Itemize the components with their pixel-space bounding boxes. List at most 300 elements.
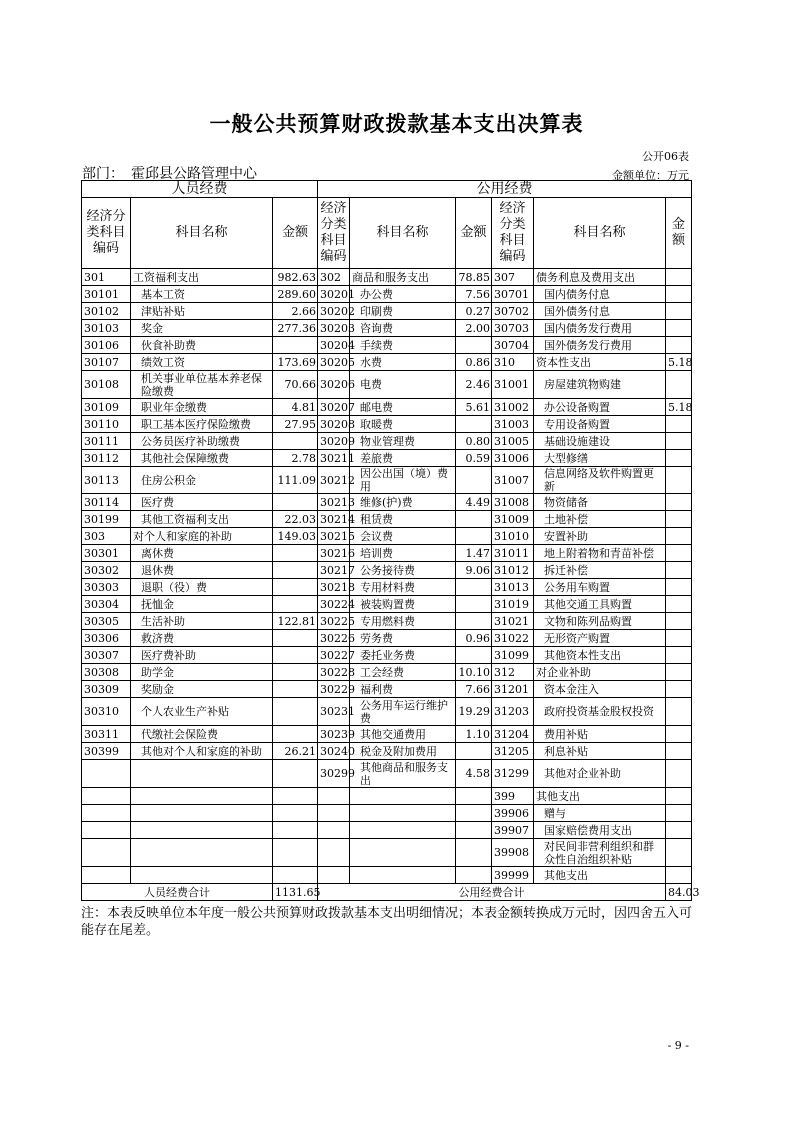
cell-name: 其他对企业补助 <box>534 760 666 788</box>
cell-amount: 1.47 <box>456 545 492 562</box>
cell-amount: 173.69 <box>273 354 318 371</box>
cell-code: 31201 <box>492 681 534 698</box>
cell-amount <box>666 286 692 303</box>
cell-amount: 122.81 <box>273 613 318 630</box>
cell-code: 303 <box>82 528 131 545</box>
cell-name <box>350 805 456 822</box>
cell-amount <box>666 698 692 726</box>
code-header: 经济分类科目编码 <box>82 198 131 269</box>
table-row <box>82 450 692 467</box>
cell-code: 31021 <box>492 613 534 630</box>
table-row <box>82 743 692 760</box>
cell-code: 30207 <box>318 399 350 416</box>
cell-amount <box>273 664 318 681</box>
amount-header: 金额 <box>273 198 318 269</box>
cell-code: 310 <box>492 354 534 371</box>
cell-amount <box>666 511 692 528</box>
cell-name <box>131 760 273 788</box>
cell-name <box>350 788 456 805</box>
cell-name: 津贴补贴 <box>131 303 273 320</box>
cell-code: 39906 <box>492 805 534 822</box>
amount-unit: 金额单位：万元 <box>612 169 689 182</box>
cell-name: 其他商品和服务支出 <box>350 760 456 788</box>
cell-amount: 10.10 <box>456 664 492 681</box>
cell-name: 物资储备 <box>534 494 666 511</box>
cell-amount <box>273 647 318 664</box>
cell-code: 31003 <box>492 416 534 433</box>
cell-code: 30214 <box>318 511 350 528</box>
cell-name: 对民间非营利组织和群众性自治组织补贴 <box>534 839 666 867</box>
cell-code: 30703 <box>492 320 534 337</box>
table-row <box>82 867 692 884</box>
cell-code: 30204 <box>318 337 350 354</box>
cell-code: 31013 <box>492 579 534 596</box>
cell-code: 30226 <box>318 630 350 647</box>
cell-amount <box>456 579 492 596</box>
cell-name: 职工基本医疗保险缴费 <box>131 416 273 433</box>
cell-amount <box>456 467 492 494</box>
cell-name: 对企业补助 <box>534 664 666 681</box>
cell-code: 30228 <box>318 664 350 681</box>
personnel-header: 人员经费 <box>82 181 318 198</box>
table-row <box>82 726 692 743</box>
cell-name: 退职（役）费 <box>131 579 273 596</box>
cell-amount: 27.95 <box>273 416 318 433</box>
cell-amount: 289.60 <box>273 286 318 303</box>
cell-name: 其他交通费用 <box>350 726 456 743</box>
cell-name: 退休费 <box>131 562 273 579</box>
cell-code: 30240 <box>318 743 350 760</box>
cell-code: 30301 <box>82 545 131 562</box>
cell-amount: 26.21 <box>273 743 318 760</box>
cell-code: 31011 <box>492 545 534 562</box>
cell-code: 30310 <box>82 698 131 726</box>
cell-name <box>131 822 273 839</box>
cell-amount <box>273 596 318 613</box>
table-row <box>82 494 692 511</box>
cell-name: 会议费 <box>350 528 456 545</box>
cell-name: 公务用车购置 <box>534 579 666 596</box>
cell-code: 31007 <box>492 467 534 494</box>
cell-amount: 0.86 <box>456 354 492 371</box>
cell-code: 39907 <box>492 822 534 839</box>
cell-amount <box>666 867 692 884</box>
cell-amount <box>273 579 318 596</box>
cell-code: 31099 <box>492 647 534 664</box>
cell-name: 救济费 <box>131 630 273 647</box>
cell-amount: 2.46 <box>456 371 492 399</box>
cell-code: 31019 <box>492 596 534 613</box>
cell-amount <box>273 788 318 805</box>
table-row <box>82 681 692 698</box>
cell-amount <box>666 337 692 354</box>
cell-name: 赠与 <box>534 805 666 822</box>
table-row <box>82 596 692 613</box>
cell-name: 专用燃料费 <box>350 613 456 630</box>
cell-name: 劳务费 <box>350 630 456 647</box>
cell-name: 文物和陈列品购置 <box>534 613 666 630</box>
cell-name: 土地补偿 <box>534 511 666 528</box>
cell-name: 国外债务付息 <box>534 303 666 320</box>
cell-amount <box>273 867 318 884</box>
footnote: 注：本表反映单位本年度一般公共预算财政拨款基本支出明细情况；本表金额转换成万元时，因四舍五入可能存在尾差。 <box>81 906 693 938</box>
table-row <box>82 433 692 450</box>
cell-amount: 0.96 <box>456 630 492 647</box>
cell-code: 31012 <box>492 562 534 579</box>
table-row <box>82 788 692 805</box>
cell-name: 无形资产购置 <box>534 630 666 647</box>
cell-name: 资本性支出 <box>534 354 666 371</box>
page-number: - 9 - <box>667 1039 689 1052</box>
cell-amount <box>666 805 692 822</box>
cell-name: 利息补贴 <box>534 743 666 760</box>
cell-name: 抚恤金 <box>131 596 273 613</box>
table-row <box>82 630 692 647</box>
cell-code <box>82 839 131 867</box>
cell-amount <box>456 805 492 822</box>
cell-name: 职业年金缴费 <box>131 399 273 416</box>
cell-name: 公务员医疗补助缴费 <box>131 433 273 450</box>
cell-code: 30217 <box>318 562 350 579</box>
cell-code: 30225 <box>318 613 350 630</box>
cell-name: 拆迁补偿 <box>534 562 666 579</box>
cell-name: 委托业务费 <box>350 647 456 664</box>
cell-name: 助学金 <box>131 664 273 681</box>
cell-amount <box>456 822 492 839</box>
cell-code: 30302 <box>82 562 131 579</box>
cell-code: 30211 <box>318 450 350 467</box>
cell-amount <box>273 494 318 511</box>
cell-name: 被装购置费 <box>350 596 456 613</box>
cell-amount <box>456 743 492 760</box>
cell-name: 税金及附加费用 <box>350 743 456 760</box>
cell-amount <box>666 494 692 511</box>
cell-code: 302 <box>318 269 350 286</box>
cell-amount: 22.03 <box>273 511 318 528</box>
cell-code: 30102 <box>82 303 131 320</box>
cell-amount <box>273 681 318 698</box>
cell-code: 31001 <box>492 371 534 399</box>
cell-name: 专用设备购置 <box>534 416 666 433</box>
cell-amount <box>456 511 492 528</box>
cell-amount: 111.09 <box>273 467 318 494</box>
cell-code: 30307 <box>82 647 131 664</box>
cell-name: 取暖费 <box>350 416 456 433</box>
cell-code: 30215 <box>318 528 350 545</box>
cell-name: 差旅费 <box>350 450 456 467</box>
cell-code <box>318 867 350 884</box>
table-row <box>82 545 692 562</box>
cell-amount <box>456 647 492 664</box>
table-row <box>82 562 692 579</box>
cell-amount <box>456 416 492 433</box>
cell-name: 租赁费 <box>350 511 456 528</box>
cell-code: 30208 <box>318 416 350 433</box>
cell-amount: 2.78 <box>273 450 318 467</box>
cell-amount: 5.18 <box>666 354 692 371</box>
personnel-total-label: 人员经费合计 <box>82 884 273 901</box>
cell-amount: 9.06 <box>456 562 492 579</box>
cell-name <box>350 822 456 839</box>
cell-amount <box>273 839 318 867</box>
form-number: 公开06表 <box>642 150 689 163</box>
cell-amount <box>456 337 492 354</box>
table-row <box>82 698 692 726</box>
cell-name: 其他工资福利支出 <box>131 511 273 528</box>
cell-name: 债务利息及费用支出 <box>534 269 666 286</box>
cell-name: 离休费 <box>131 545 273 562</box>
cell-amount <box>273 805 318 822</box>
cell-code: 31204 <box>492 726 534 743</box>
table-row <box>82 269 692 286</box>
cell-name: 大型修缮 <box>534 450 666 467</box>
cell-code: 30205 <box>318 354 350 371</box>
cell-name: 办公费 <box>350 286 456 303</box>
totals-row <box>82 884 692 901</box>
table-row <box>82 303 692 320</box>
cell-name: 资本金注入 <box>534 681 666 698</box>
cell-amount: 1.10 <box>456 726 492 743</box>
content-flow <box>81 180 700 1052</box>
cell-code <box>318 805 350 822</box>
code-header: 经济分类科目编码 <box>318 198 350 269</box>
table-row <box>82 839 692 867</box>
table-row <box>82 805 692 822</box>
table-row <box>82 286 692 303</box>
cell-amount <box>666 664 692 681</box>
cell-code: 31205 <box>492 743 534 760</box>
table-row <box>82 416 692 433</box>
cell-code: 30299 <box>318 760 350 788</box>
cell-amount <box>273 545 318 562</box>
cell-name: 手续费 <box>350 337 456 354</box>
table-row <box>82 399 692 416</box>
cell-name: 其他对个人和家庭的补助 <box>131 743 273 760</box>
cell-amount: 0.80 <box>456 433 492 450</box>
cell-code <box>318 822 350 839</box>
cell-code: 30305 <box>82 613 131 630</box>
code-header: 经济分类科目编码 <box>492 198 534 269</box>
cell-code: 30239 <box>318 726 350 743</box>
cell-code: 39908 <box>492 839 534 867</box>
cell-name: 医疗费补助 <box>131 647 273 664</box>
table-row <box>82 579 692 596</box>
cell-amount <box>273 337 318 354</box>
cell-code: 31008 <box>492 494 534 511</box>
cell-amount <box>273 760 318 788</box>
cell-code: 30311 <box>82 726 131 743</box>
cell-amount <box>666 681 692 698</box>
table-row <box>82 528 692 545</box>
cell-name: 安置补助 <box>534 528 666 545</box>
cell-code: 30704 <box>492 337 534 354</box>
cell-code: 30231 <box>318 698 350 726</box>
table-row <box>82 613 692 630</box>
cell-name <box>131 805 273 822</box>
cell-code: 30206 <box>318 371 350 399</box>
cell-amount <box>666 760 692 788</box>
cell-name: 培训费 <box>350 545 456 562</box>
table-row <box>82 354 692 371</box>
table-row <box>82 511 692 528</box>
table-row <box>82 467 692 494</box>
public-total-amount: 84.03 <box>666 884 692 901</box>
cell-code <box>82 760 131 788</box>
cell-name: 电费 <box>350 371 456 399</box>
cell-amount <box>273 630 318 647</box>
table-row <box>82 371 692 399</box>
cell-name: 工资福利支出 <box>131 269 273 286</box>
cell-amount: 982.63 <box>273 269 318 286</box>
cell-code: 312 <box>492 664 534 681</box>
personnel-total-amount: 1131.65 <box>273 884 318 901</box>
cell-name: 因公出国（境）费用 <box>350 467 456 494</box>
cell-amount <box>666 320 692 337</box>
cell-amount: 277.36 <box>273 320 318 337</box>
table-row <box>82 320 692 337</box>
cell-code: 30203 <box>318 320 350 337</box>
cell-code: 30303 <box>82 579 131 596</box>
cell-name: 其他交通工具购置 <box>534 596 666 613</box>
cell-code: 31203 <box>492 698 534 726</box>
cell-name: 其他社会保障缴费 <box>131 450 273 467</box>
cell-name: 奖金 <box>131 320 273 337</box>
cell-code: 30309 <box>82 681 131 698</box>
cell-amount <box>666 579 692 596</box>
cell-code: 30216 <box>318 545 350 562</box>
cell-code: 31299 <box>492 760 534 788</box>
cell-name: 工会经费 <box>350 664 456 681</box>
cell-name: 绩效工资 <box>131 354 273 371</box>
cell-amount <box>273 726 318 743</box>
cell-amount <box>273 433 318 450</box>
cell-amount <box>273 562 318 579</box>
cell-amount <box>666 303 692 320</box>
cell-name: 公务接待费 <box>350 562 456 579</box>
cell-amount <box>456 788 492 805</box>
cell-amount <box>456 596 492 613</box>
cell-amount <box>666 647 692 664</box>
cell-name: 政府投资基金股权投资 <box>534 698 666 726</box>
cell-name: 公务用车运行维护费 <box>350 698 456 726</box>
cell-amount <box>456 839 492 867</box>
name-header: 科目名称 <box>131 198 273 269</box>
cell-name: 办公设备购置 <box>534 399 666 416</box>
expenditure-table <box>81 180 700 901</box>
cell-amount: 5.61 <box>456 399 492 416</box>
amount-header: 金额 <box>666 198 692 269</box>
cell-name <box>350 867 456 884</box>
cell-amount <box>456 613 492 630</box>
cell-code: 30218 <box>318 579 350 596</box>
cell-code: 301 <box>82 269 131 286</box>
cell-name: 国家赔偿费用支出 <box>534 822 666 839</box>
cell-amount: 78.85 <box>456 269 492 286</box>
cell-name: 医疗费 <box>131 494 273 511</box>
cell-amount <box>666 613 692 630</box>
cell-name: 住房公积金 <box>131 467 273 494</box>
cell-name: 房屋建筑物购建 <box>534 371 666 399</box>
cell-amount: 4.49 <box>456 494 492 511</box>
cell-amount: 5.18 <box>666 399 692 416</box>
cell-name: 信息网络及软件购置更新 <box>534 467 666 494</box>
cell-name: 对个人和家庭的补助 <box>131 528 273 545</box>
table-row <box>82 822 692 839</box>
cell-name <box>131 867 273 884</box>
cell-code: 30306 <box>82 630 131 647</box>
cell-amount <box>666 822 692 839</box>
cell-amount <box>666 562 692 579</box>
cell-amount <box>666 545 692 562</box>
cell-name: 奖励金 <box>131 681 273 698</box>
cell-code: 30702 <box>492 303 534 320</box>
cell-amount <box>666 528 692 545</box>
cell-code: 31010 <box>492 528 534 545</box>
cell-code <box>82 867 131 884</box>
cell-code: 30103 <box>82 320 131 337</box>
cell-name: 基本工资 <box>131 286 273 303</box>
table-row <box>82 647 692 664</box>
cell-code <box>82 805 131 822</box>
cell-name: 机关事业单位基本养老保险缴费 <box>131 371 273 399</box>
cell-amount <box>666 630 692 647</box>
cell-name: 福利费 <box>350 681 456 698</box>
cell-name: 水费 <box>350 354 456 371</box>
cell-code: 30213 <box>318 494 350 511</box>
cell-amount <box>666 839 692 867</box>
cell-code: 30106 <box>82 337 131 354</box>
cell-code: 31005 <box>492 433 534 450</box>
cell-name: 国外债务发行费用 <box>534 337 666 354</box>
cell-code: 30113 <box>82 467 131 494</box>
cell-code: 31009 <box>492 511 534 528</box>
cell-amount: 2.66 <box>273 303 318 320</box>
cell-code: 30209 <box>318 433 350 450</box>
cell-amount <box>456 867 492 884</box>
cell-code: 30304 <box>82 596 131 613</box>
cell-name: 商品和服务支出 <box>350 269 456 286</box>
public-total-label: 公用经费合计 <box>318 884 666 901</box>
cell-name: 地上附着物和青苗补偿 <box>534 545 666 562</box>
cell-name: 代缴社会保险费 <box>131 726 273 743</box>
amount-header: 金额 <box>456 198 492 269</box>
name-header: 科目名称 <box>350 198 456 269</box>
cell-name: 物业管理费 <box>350 433 456 450</box>
cell-name: 基础设施建设 <box>534 433 666 450</box>
cell-amount <box>666 416 692 433</box>
cell-name: 咨询费 <box>350 320 456 337</box>
cell-name <box>131 839 273 867</box>
department: 部门： 霍邱县公路管理中心 <box>82 166 257 182</box>
cell-code: 30199 <box>82 511 131 528</box>
public-header: 公用经费 <box>318 181 692 198</box>
cell-code <box>318 839 350 867</box>
cell-code: 30107 <box>82 354 131 371</box>
cell-name: 专用材料费 <box>350 579 456 596</box>
cell-amount: 7.66 <box>456 681 492 698</box>
cell-code: 30399 <box>82 743 131 760</box>
cell-code: 399 <box>492 788 534 805</box>
cell-amount: 4.81 <box>273 399 318 416</box>
cell-name <box>131 788 273 805</box>
cell-name: 其他支出 <box>534 788 666 805</box>
cell-name: 其他资本性支出 <box>534 647 666 664</box>
cell-code <box>82 822 131 839</box>
cell-code: 30224 <box>318 596 350 613</box>
cell-amount <box>666 788 692 805</box>
cell-name: 费用补贴 <box>534 726 666 743</box>
cell-code: 31002 <box>492 399 534 416</box>
